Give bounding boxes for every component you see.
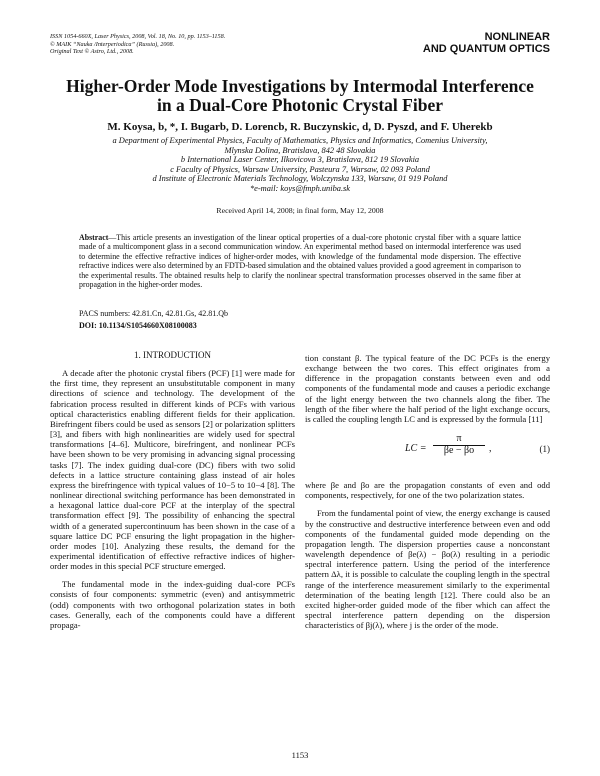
title-line-1: Higher-Order Mode Investigations by Intermodal Interference	[66, 76, 534, 96]
journal-line: © MAIK “Nauka /Interperiodica” (Russia), 2008.	[50, 40, 175, 48]
doi: DOI: 10.1134/S1054660X08100083	[79, 321, 197, 330]
abstract	[79, 233, 521, 289]
email: *e-mail: koys@fmph.uniba.sk	[249, 183, 351, 193]
page-number: 1153	[291, 750, 309, 760]
paper-title	[40, 77, 560, 115]
section-line-2: AND QUANTUM OPTICS	[422, 43, 550, 55]
affiliation: Mlynska Dolina, Bratislava, 842 48 Slovakia	[224, 145, 376, 155]
paragraph: where βe and βo are the propagation constants of even and odd components, respectively, for one of the two polarization states.	[305, 480, 550, 501]
affiliation: c Faculty of Physics, Warsaw University, Pasteura 7, Warsaw, 02 093 Poland	[170, 164, 430, 174]
equation-fraction	[433, 434, 485, 456]
affiliation: b International Laser Center, Ilkovicova 3, Bratislava, 812 19 Slovakia	[180, 155, 420, 165]
section-line-1: NONLINEAR	[484, 31, 550, 43]
title-line-2: in a Dual-Core Photonic Crystal Fiber	[157, 95, 443, 115]
pacs-numbers: PACS numbers: 42.81.Cn, 42.81.Gs, 42.81.Qb	[79, 309, 229, 318]
paragraph: From the fundamental point of view, the energy exchange is caused by the constructive and destructive interference between even and odd components of the fundamental guided mode depending on the propagation length. The dispersion properties cause a nonconstant wavelength dependence of βe(λ) − βo(λ) resulting in a periodic spectral interference pattern. Using the period of the interference pattern Δλ, it is possible to calculate the coupling length in the spectral range of the interference measurement similarly to the experimental determination of the beating length [12]. There could also be an excited higher-order guided mode of the fiber which can affect the spectral interference pattern depending on the dispersion characteristics of βj(λ), where j is the order of the mode.	[305, 508, 550, 631]
affiliation: a Department of Experimental Physics, Faculty of Mathematics, Physics and Informatics, Comenius University,	[112, 136, 488, 145]
journal-line: Original Text © Astro, Ltd., 2008.	[50, 48, 134, 56]
equation-denominator: βe − βo	[443, 445, 475, 457]
column-left	[50, 350, 295, 630]
received-dates: Received April 14, 2008; in final form, May 12, 2008	[216, 206, 384, 215]
affiliations	[40, 136, 560, 194]
section-heading: 1. INTRODUCTION	[134, 350, 211, 360]
paragraph: A decade after the photonic crystal fibers (PCF) [1] were made for the first time, they represent an unsubstitutable component in many directions of science and technology. The development of the fabrication process resulted in different kinds of PCFs with various optical characteristics enabling different fields for their application. Birefringent fibers could be used as sensors [2] or polarization splitters [3], and fibers with high nonlinearities are widely used for spectral transformations [4–6]. Multicore, birefringent, and nonlinear PCFs have been shown to be very promising in advancing signal processing tasks [7]. The index guiding dual-core (DC) fibers with two solid defects in a lattice structure containing glass instead of air holes express the birefringence with typical values of 10−5 to 10−4 [8]. The nonlinear directional switching performance has been demonstrated in a hexagonal lattice dual-core PCF at the interplay of the spectral transformation effect [9]. The possibility of enhancing the spectral width of a generated supercontinuum has been shown in the case of a square lattice DC PCF ensuring the light propagation in the higher-order modes [10]. Analyzing these results, the demand for the experimental identification of effective refractive indices of higher-order modes in this special PCF structure emerged.	[50, 368, 295, 572]
equation-number: (1)	[539, 444, 550, 455]
paragraph: tion constant β. The typical feature of the DC PCFs is the energy exchange between the two cores. This effect originates from a difference in the propagation constants between even and odd components of the fundamental mode and causes a periodic exchange of the light energy between the two channels along the fiber. The length of the fiber where the half period of the light exchange occurs, is called the coupling length LC and is expressed by the formula [11]	[305, 353, 550, 424]
journal-info	[50, 33, 225, 56]
abstract-text: —This article presents an investigation of the linear optical properties of a dual-core photonic crystal fiber with a square lattice made of a multicomponent glass in a second communication window. An experimental method based on intermodal interference was used to determine the effective refractive indices of higher-order modes, with knowledge of the fundamental mode dispersion. The effective refractive indices were also determined by an FDTD-based simulation and the obtained values provided a good agreement in comparison to the experimental results. The obtained results help to clarify the nonlinear spectral transformation processes observed in the same fiber at propagation in the higher-order modes.	[79, 233, 521, 290]
journal-section	[423, 31, 550, 55]
abstract-label: Abstract	[79, 233, 109, 242]
affiliation: d Institute of Electronic Materials Technology, Wolczynska 133, Warsaw, 01 919 Poland	[152, 174, 448, 184]
equation-trail: ,	[489, 443, 492, 455]
equation-numerator: π	[433, 434, 485, 446]
journal-line: ISSN 1054-660X, Laser Physics, 2008, Vol. 18, No. 10, pp. 1153–1158.	[50, 33, 226, 40]
paragraph: The fundamental mode in the index-guiding dual-core PCFs consists of four components: symmetric (even) and antisymmetric (odd) components with two orthogonal polarization states in both cases. Generally, each of the components could have a different propaga-	[50, 579, 295, 630]
column-right	[305, 353, 550, 630]
equation-1	[305, 432, 550, 472]
equation-lhs: LC =	[405, 443, 427, 455]
authors: M. Koysa, b, *, I. Bugarb, D. Lorencb, R. Buczynskic, d, D. Pyszd, and F. Uherekb	[107, 121, 493, 133]
